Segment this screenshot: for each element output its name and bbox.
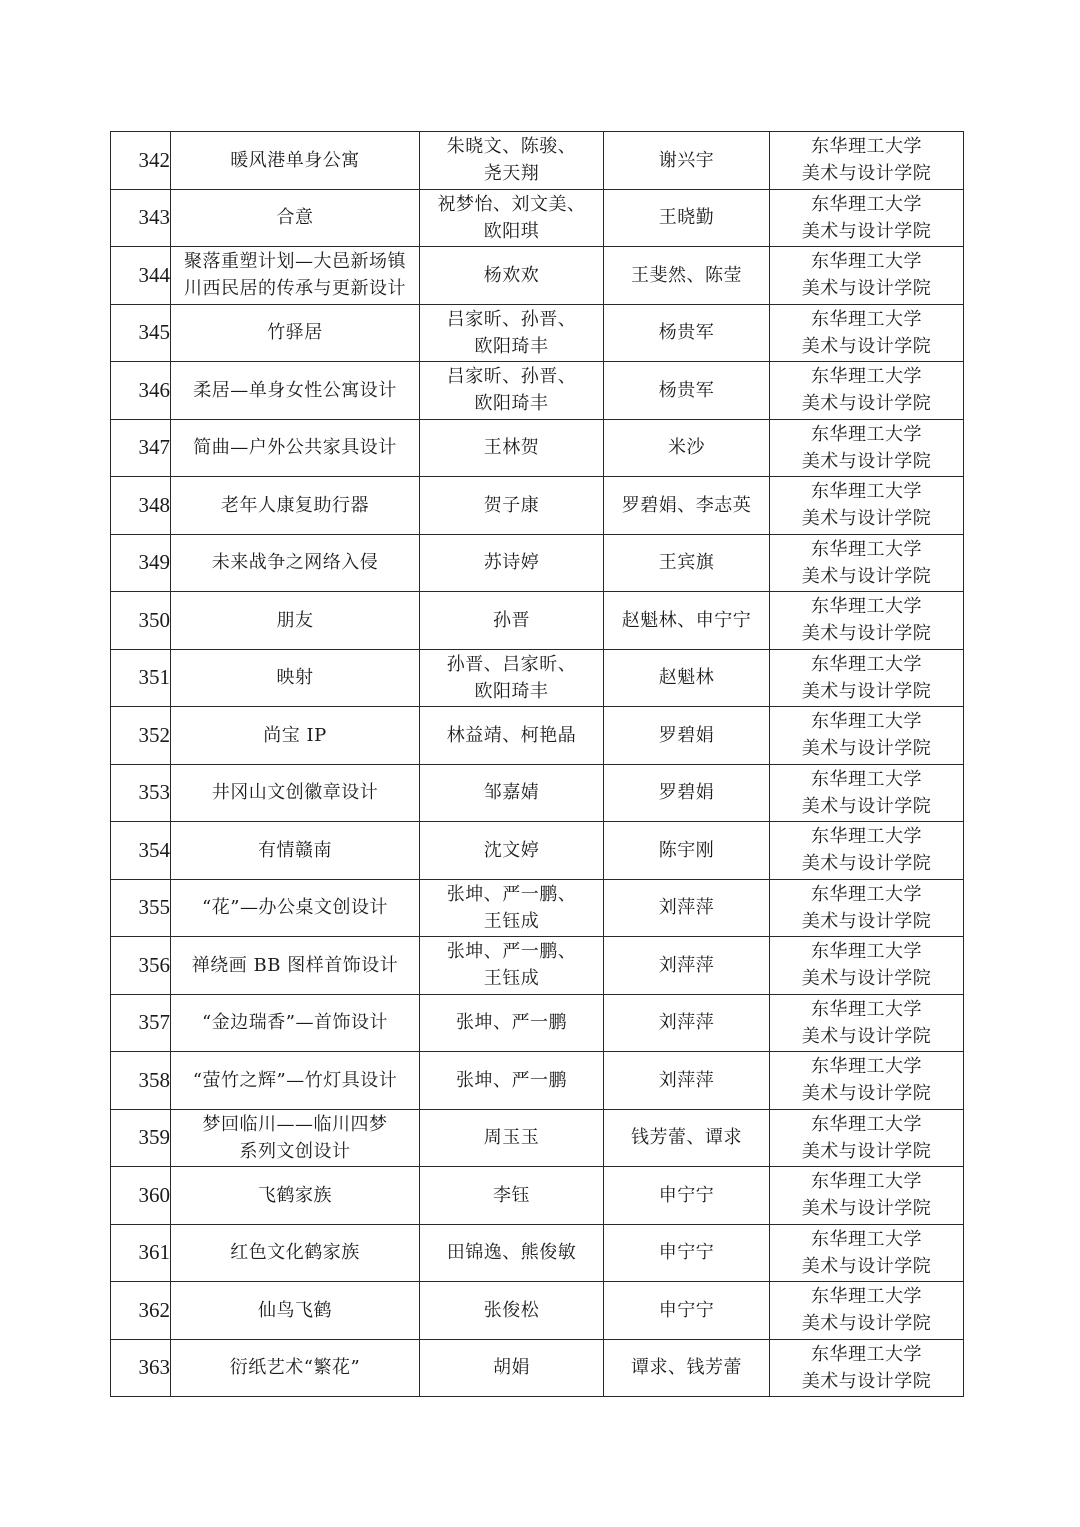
advisor-cell: [604, 1167, 770, 1225]
advisor-cell: [604, 994, 770, 1052]
authors-cell: [420, 132, 604, 190]
entry-number: 352: [138, 722, 170, 747]
advisor-cell: [604, 247, 770, 305]
authors-cell: [420, 1052, 604, 1110]
authors: 田锦逸、熊俊敏: [446, 1242, 577, 1264]
advisor-cell: [604, 707, 770, 765]
work-title-cell: [171, 1224, 420, 1282]
advisor-cell: [604, 1052, 770, 1110]
entry-number-cell: [111, 419, 171, 477]
school: 东华理工大学 美术与设计学院: [801, 596, 932, 645]
work-title-cell: [171, 132, 420, 190]
work-title: 映射: [276, 667, 314, 689]
table-row: [111, 189, 964, 247]
work-title-cell: [171, 879, 420, 937]
advisor: 申宁宁: [658, 1242, 715, 1264]
work-title-cell: [171, 994, 420, 1052]
entry-number-cell: [111, 707, 171, 765]
work-title: 简曲—户外公共家具设计: [193, 437, 397, 459]
entry-number: 343: [138, 205, 170, 230]
entry-number: 350: [138, 607, 170, 632]
entry-number-cell: [111, 822, 171, 880]
table-row: [111, 707, 964, 765]
advisor-cell: [604, 1282, 770, 1340]
work-title-cell: [171, 822, 420, 880]
work-title: 红色文化鹤家族: [230, 1242, 360, 1264]
work-title: 衍纸艺术“繁花”: [229, 1357, 361, 1379]
authors-cell: [420, 592, 604, 650]
entry-number-cell: [111, 1052, 171, 1110]
authors-cell: [420, 1282, 604, 1340]
authors-cell: [420, 1167, 604, 1225]
school-cell: [770, 879, 964, 937]
advisor-cell: [604, 764, 770, 822]
advisor: 罗碧娟、李志英: [621, 494, 752, 516]
table-row: [111, 419, 964, 477]
school-cell: [770, 994, 964, 1052]
entry-number: 344: [138, 262, 170, 287]
school-cell: [770, 764, 964, 822]
work-title: 禅绕画 BB 图样首饰设计: [191, 954, 399, 976]
advisor-cell: [604, 1224, 770, 1282]
authors-cell: [420, 1224, 604, 1282]
entry-number-cell: [111, 304, 171, 362]
work-title-cell: [171, 362, 420, 420]
authors-cell: [420, 1109, 604, 1167]
authors: 祝梦怡、刘文美、 欧阳琪: [437, 193, 586, 242]
entry-number: 363: [138, 1355, 170, 1380]
authors: 李钰: [493, 1184, 530, 1206]
school: 东华理工大学 美术与设计学院: [801, 1113, 932, 1162]
table-row: [111, 534, 964, 592]
advisor: 刘萍萍: [658, 1012, 715, 1034]
school: 东华理工大学 美术与设计学院: [801, 1286, 932, 1335]
work-title-cell: [171, 477, 420, 535]
authors: 吕家昕、孙晋、 欧阳琦丰: [446, 308, 577, 357]
table-row: [111, 592, 964, 650]
authors-cell: [420, 1339, 604, 1397]
advisor: 赵魁林、申宁宁: [621, 609, 752, 631]
school-cell: [770, 362, 964, 420]
authors: 王林贺: [483, 437, 540, 459]
table-row: [111, 1167, 964, 1225]
school-cell: [770, 304, 964, 362]
table-row: [111, 1109, 964, 1167]
authors: 胡娟: [493, 1357, 530, 1379]
advisor: 赵魁林: [658, 667, 715, 689]
work-title: 老年人康复助行器: [221, 494, 369, 516]
authors-cell: [420, 189, 604, 247]
entry-number: 345: [138, 320, 170, 345]
authors: 杨欢欢: [483, 264, 540, 286]
entry-number-cell: [111, 649, 171, 707]
advisor: 谭求、钱芳蕾: [631, 1357, 742, 1379]
work-title-cell: [171, 1109, 420, 1167]
entry-number: 351: [138, 665, 170, 690]
advisor: 钱芳蕾、谭求: [631, 1127, 742, 1149]
entry-number: 353: [138, 780, 170, 805]
authors-cell: [420, 304, 604, 362]
authors-cell: [420, 822, 604, 880]
entry-number-cell: [111, 247, 171, 305]
work-title: 柔居—单身女性公寓设计: [193, 379, 397, 401]
table-row: [111, 1052, 964, 1110]
school-cell: [770, 592, 964, 650]
table-row: [111, 1282, 964, 1340]
entry-number-cell: [111, 592, 171, 650]
work-title: 朋友: [276, 609, 314, 631]
school: 东华理工大学 美术与设计学院: [801, 941, 932, 990]
school: 东华理工大学 美术与设计学院: [801, 883, 932, 932]
entry-number: 360: [138, 1182, 170, 1207]
authors-cell: [420, 879, 604, 937]
table-row: [111, 1339, 964, 1397]
school: 东华理工大学 美术与设计学院: [801, 1171, 932, 1220]
school-cell: [770, 477, 964, 535]
work-title: 未来战争之网络入侵: [211, 552, 379, 574]
work-title: “花”—办公桌文创设计: [202, 897, 388, 919]
entry-number-cell: [111, 362, 171, 420]
advisor: 王晓勤: [658, 207, 715, 229]
school: 东华理工大学 美术与设计学院: [801, 366, 932, 415]
advisor-cell: [604, 477, 770, 535]
authors: 张坤、严一鹏、 王钰成: [446, 941, 577, 990]
entry-number-cell: [111, 534, 171, 592]
awards-table: [110, 131, 964, 1397]
authors-cell: [420, 477, 604, 535]
advisor-cell: [604, 592, 770, 650]
school: 东华理工大学 美术与设计学院: [801, 308, 932, 357]
advisor: 谢兴宇: [658, 149, 715, 171]
entry-number-cell: [111, 994, 171, 1052]
work-title: “金边瑞香”—首饰设计: [202, 1012, 388, 1034]
authors-cell: [420, 247, 604, 305]
authors: 孙晋: [493, 609, 530, 631]
authors-cell: [420, 534, 604, 592]
work-title-cell: [171, 1282, 420, 1340]
school-cell: [770, 132, 964, 190]
work-title-cell: [171, 304, 420, 362]
entry-number: 349: [138, 550, 170, 575]
authors: 贺子康: [483, 494, 540, 516]
work-title-cell: [171, 937, 420, 995]
school: 东华理工大学 美术与设计学院: [801, 251, 932, 300]
work-title: 暖风港单身公寓: [230, 149, 360, 171]
school: 东华理工大学 美术与设计学院: [801, 1228, 932, 1277]
advisor-cell: [604, 879, 770, 937]
advisor: 王斐然、陈莹: [631, 264, 742, 286]
advisor: 罗碧娟: [658, 724, 715, 746]
work-title-cell: [171, 419, 420, 477]
work-title-cell: [171, 1339, 420, 1397]
table-row: [111, 937, 964, 995]
work-title-cell: [171, 1052, 420, 1110]
table-row: [111, 649, 964, 707]
authors-cell: [420, 764, 604, 822]
entry-number: 354: [138, 837, 170, 862]
school-cell: [770, 1339, 964, 1397]
entry-number: 357: [138, 1010, 170, 1035]
school-cell: [770, 707, 964, 765]
authors-cell: [420, 649, 604, 707]
advisor: 刘萍萍: [658, 897, 715, 919]
work-title-cell: [171, 247, 420, 305]
table-row: [111, 764, 964, 822]
authors: 孙晋、吕家昕、 欧阳琦丰: [446, 653, 577, 702]
table-row: [111, 304, 964, 362]
work-title: 合意: [276, 207, 314, 229]
work-title-cell: [171, 707, 420, 765]
work-title-cell: [171, 592, 420, 650]
school-cell: [770, 937, 964, 995]
advisor-cell: [604, 132, 770, 190]
authors: 邹嘉婧: [483, 782, 540, 804]
authors: 张坤、严一鹏: [456, 1012, 567, 1034]
work-title: 竹驿居: [267, 322, 323, 344]
table-row: [111, 247, 964, 305]
work-title-cell: [171, 764, 420, 822]
entry-number-cell: [111, 189, 171, 247]
advisor-cell: [604, 189, 770, 247]
school-cell: [770, 1224, 964, 1282]
authors-cell: [420, 419, 604, 477]
entry-number: 348: [138, 492, 170, 517]
entry-number: 342: [138, 147, 170, 172]
authors: 林益靖、柯艳晶: [446, 724, 577, 746]
advisor-cell: [604, 534, 770, 592]
school: 东华理工大学 美术与设计学院: [801, 1343, 932, 1392]
advisor: 申宁宁: [658, 1299, 715, 1321]
advisor-cell: [604, 649, 770, 707]
authors: 张俊松: [483, 1299, 540, 1321]
authors: 张坤、严一鹏: [456, 1069, 567, 1091]
authors-cell: [420, 937, 604, 995]
table-row: [111, 994, 964, 1052]
work-title: 飞鹤家族: [258, 1184, 332, 1206]
advisor: 罗碧娟: [658, 782, 715, 804]
school-cell: [770, 1167, 964, 1225]
school-cell: [770, 534, 964, 592]
entry-number-cell: [111, 1224, 171, 1282]
authors: 周玉玉: [483, 1127, 540, 1149]
entry-number: 361: [138, 1240, 170, 1265]
advisor: 申宁宁: [658, 1184, 715, 1206]
advisor-cell: [604, 362, 770, 420]
advisor: 刘萍萍: [658, 1069, 715, 1091]
work-title: 尚宝 IP: [263, 724, 327, 746]
school: 东华理工大学 美术与设计学院: [801, 1056, 932, 1105]
entry-number-cell: [111, 1167, 171, 1225]
advisor: 王宾旗: [658, 552, 715, 574]
entry-number: 358: [138, 1067, 170, 1092]
entry-number: 359: [138, 1125, 170, 1150]
school: 东华理工大学 美术与设计学院: [801, 998, 932, 1047]
entry-number: 362: [138, 1297, 170, 1322]
work-title: 聚落重塑计划—大邑新场镇 川西民居的传承与更新设计: [184, 251, 406, 300]
advisor-cell: [604, 1109, 770, 1167]
authors-cell: [420, 707, 604, 765]
school-cell: [770, 247, 964, 305]
school-cell: [770, 822, 964, 880]
entry-number: 347: [138, 435, 170, 460]
school-cell: [770, 649, 964, 707]
advisor: 刘萍萍: [658, 954, 715, 976]
table-row: [111, 132, 964, 190]
authors: 苏诗婷: [483, 552, 540, 574]
awards-table-body: [111, 132, 964, 1397]
school-cell: [770, 1282, 964, 1340]
school: 东华理工大学 美术与设计学院: [801, 481, 932, 530]
entry-number-cell: [111, 132, 171, 190]
authors: 朱晓文、陈骏、 尧天翔: [446, 136, 577, 185]
authors-cell: [420, 362, 604, 420]
advisor-cell: [604, 1339, 770, 1397]
table-row: [111, 1224, 964, 1282]
table-row: [111, 477, 964, 535]
work-title-cell: [171, 1167, 420, 1225]
advisor: 杨贵军: [658, 379, 715, 401]
entry-number-cell: [111, 1339, 171, 1397]
advisor-cell: [604, 822, 770, 880]
table-row: [111, 362, 964, 420]
advisor: 杨贵军: [658, 322, 715, 344]
work-title-cell: [171, 534, 420, 592]
entry-number-cell: [111, 477, 171, 535]
advisor: 米沙: [668, 437, 705, 459]
work-title-cell: [171, 189, 420, 247]
authors-cell: [420, 994, 604, 1052]
school: 东华理工大学 美术与设计学院: [801, 136, 932, 185]
advisor-cell: [604, 419, 770, 477]
advisor-cell: [604, 304, 770, 362]
school-cell: [770, 419, 964, 477]
entry-number-cell: [111, 1109, 171, 1167]
work-title: 梦回临川——临川四梦 系列文创设计: [202, 1113, 388, 1162]
advisor-cell: [604, 937, 770, 995]
entry-number-cell: [111, 764, 171, 822]
school-cell: [770, 1109, 964, 1167]
work-title: 仙鸟飞鹤: [258, 1299, 332, 1321]
school: 东华理工大学 美术与设计学院: [801, 768, 932, 817]
entry-number: 355: [138, 895, 170, 920]
authors: 沈文婷: [483, 839, 540, 861]
school-cell: [770, 189, 964, 247]
school: 东华理工大学 美术与设计学院: [801, 193, 932, 242]
work-title: 井冈山文创徽章设计: [211, 782, 379, 804]
table-row: [111, 822, 964, 880]
school: 东华理工大学 美术与设计学院: [801, 653, 932, 702]
work-title: “萤竹之辉”—竹灯具设计: [192, 1069, 398, 1091]
table-row: [111, 879, 964, 937]
advisor: 陈宇刚: [658, 839, 715, 861]
school: 东华理工大学 美术与设计学院: [801, 423, 932, 472]
entry-number: 356: [138, 952, 170, 977]
work-title-cell: [171, 649, 420, 707]
authors: 吕家昕、孙晋、 欧阳琦丰: [446, 366, 577, 415]
work-title: 有情赣南: [258, 839, 332, 861]
entry-number-cell: [111, 1282, 171, 1340]
school: 东华理工大学 美术与设计学院: [801, 711, 932, 760]
school-cell: [770, 1052, 964, 1110]
entry-number: 346: [138, 377, 170, 402]
authors: 张坤、严一鹏、 王钰成: [446, 883, 577, 932]
school: 东华理工大学 美术与设计学院: [801, 538, 932, 587]
entry-number-cell: [111, 879, 171, 937]
entry-number-cell: [111, 937, 171, 995]
school: 东华理工大学 美术与设计学院: [801, 826, 932, 875]
